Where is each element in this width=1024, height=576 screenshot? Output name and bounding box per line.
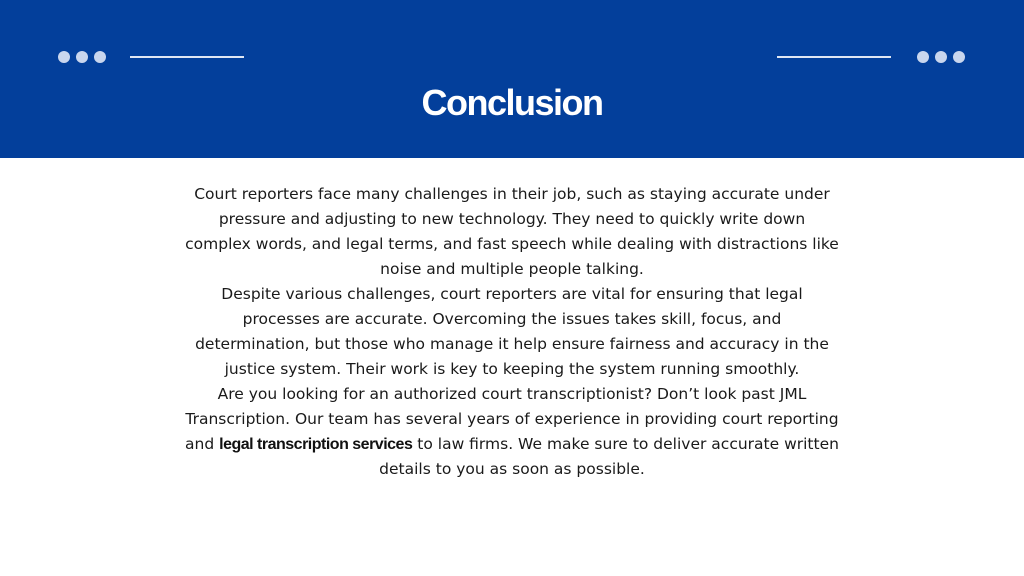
header-banner — [0, 0, 1024, 158]
dot-icon — [94, 51, 106, 63]
paragraph-call-to-action — [184, 382, 840, 482]
decorative-dots-right — [917, 51, 965, 63]
cta-text-start: Are you looking for an authorized court transcriptionist? Don’t look past JML Transcription. Our team has several years of experience in providing court reporting and — [185, 385, 839, 453]
decorative-dots-left — [58, 51, 106, 63]
paragraph-importance: Despite various challenges, court reporters are vital for ensuring that legal processes are accurate. Overcoming the issues takes skill, focus, and determination, but those who manage it help ensure fairness and accuracy in the justice system. Their work is key to keeping the system running smoothly. — [195, 285, 829, 378]
dot-icon — [953, 51, 965, 63]
dot-icon — [917, 51, 929, 63]
decorative-line-left — [130, 56, 244, 58]
dot-icon — [76, 51, 88, 63]
conclusion-body — [184, 182, 840, 482]
cta-text-end: to law firms. We make sure to deliver accurate written details to you as soon as possible. — [379, 435, 839, 478]
legal-transcription-services-link[interactable]: legal transcription services — [219, 436, 413, 453]
decorative-line-right — [777, 56, 891, 58]
dot-icon — [935, 51, 947, 63]
slide-title: Conclusion — [421, 82, 603, 123]
dot-icon — [58, 51, 70, 63]
paragraph-challenges: Court reporters face many challenges in their job, such as staying accurate under pressure and adjusting to new technology. They need to quickly write down complex words, and legal terms, and fast speech while dealing with distractions like noise and multiple people talking. — [185, 185, 839, 278]
